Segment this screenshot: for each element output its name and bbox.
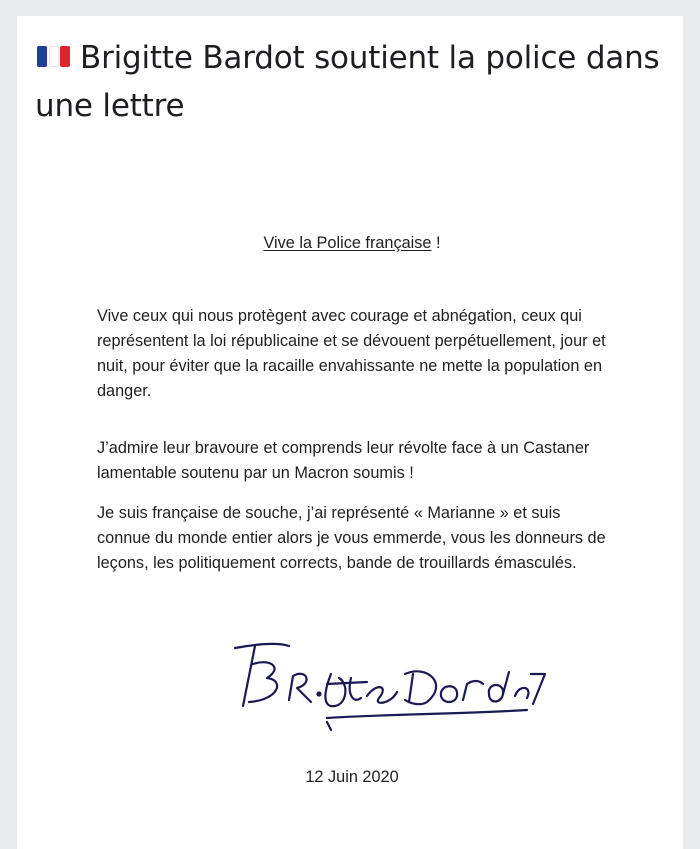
- letter-title: [97, 234, 607, 253]
- letter-date: 12 Juin 2020: [305, 768, 399, 786]
- post-headline: [35, 34, 665, 130]
- letter-paragraph-1: Vive ceux qui nous protègent avec courage et abnégation, ceux qui représentent la loi républicaine et se dévouent perpétuellement, jour et nuit, pour éviter que la racaille envahissante ne mette la population en danger.: [97, 307, 606, 400]
- flag-blue-stripe: [37, 46, 47, 67]
- letter-title-text: Vive la Police française: [263, 234, 432, 252]
- flag-white-stripe: [49, 46, 59, 67]
- headline-text: Brigitte Bardot soutient la police dans une lettre: [35, 40, 660, 124]
- letter-paragraph-3: Je suis française de souche, j’ai représenté « Marianne » et suis connue du monde entier alors je vous emmerde, vous les donneurs de leçons, les politiquement corrects, bande de trouillards émasculés.: [97, 504, 606, 572]
- post-card: [17, 16, 683, 849]
- french-flag-icon: [35, 45, 74, 68]
- flag-red-stripe: [60, 46, 70, 67]
- handwritten-signature: [227, 634, 587, 734]
- letter-title-suffix: !: [431, 234, 441, 252]
- letter-paragraph-2: J’admire leur bravoure et comprends leur révolte face à un Castaner lamentable soutenu par un Macron soumis !: [97, 439, 590, 482]
